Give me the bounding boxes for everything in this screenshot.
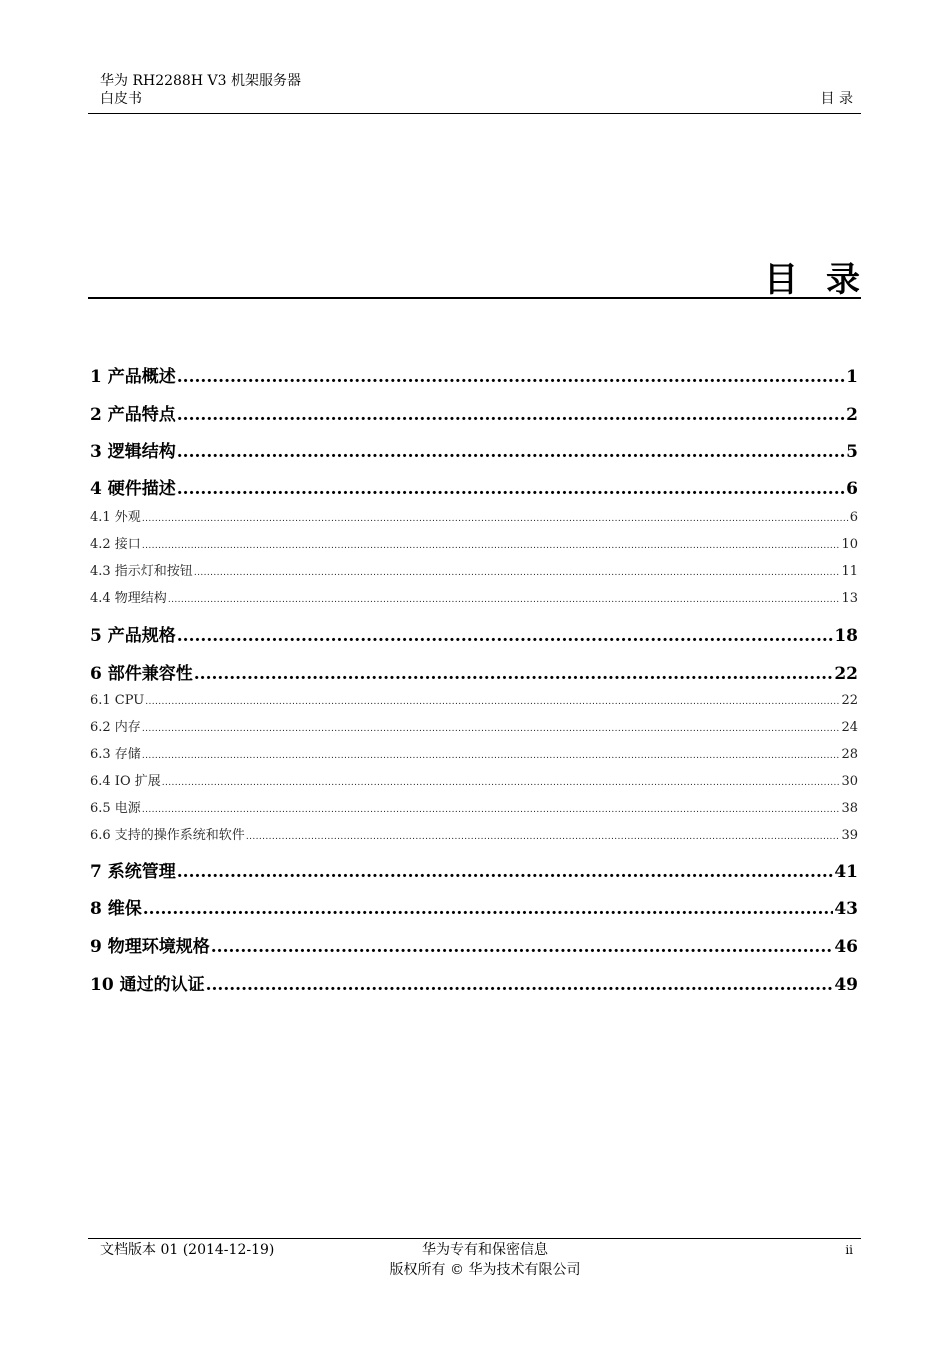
toc-entry-label: 3 逻辑结构 [90, 442, 176, 462]
toc-leader-dots [177, 441, 845, 463]
toc-entry-label: 6.2 内存 [90, 720, 141, 735]
toc-leader-dots [211, 936, 834, 958]
toc-entry-page: 1 [846, 367, 858, 387]
toc-entry[interactable] [90, 625, 858, 647]
toc-leader-dots [142, 721, 841, 738]
toc-entry[interactable] [90, 719, 858, 738]
toc-entry[interactable] [90, 773, 858, 792]
toc-entry-label: 1 产品概述 [90, 367, 176, 387]
toc-entry-label: 6.6 支持的操作系统和软件 [90, 828, 245, 843]
toc-leader-dots [177, 861, 834, 883]
toc-entry-page: 30 [841, 774, 858, 789]
toc-entry-page: 6 [846, 479, 858, 499]
toc-entry-label: 4 硬件描述 [90, 479, 176, 499]
toc-leader-dots [194, 663, 834, 685]
toc-entry[interactable] [90, 366, 858, 388]
toc-entry-page: 41 [834, 862, 858, 882]
toc-entry[interactable] [90, 478, 858, 500]
page-header [100, 72, 861, 108]
toc-entry-page: 2 [846, 405, 858, 425]
toc-entry[interactable] [90, 861, 858, 883]
toc-leader-dots [194, 565, 841, 582]
toc-entry[interactable] [90, 746, 858, 765]
toc-entry[interactable] [90, 404, 858, 426]
toc-entry-label: 8 维保 [90, 899, 142, 919]
toc-entry-page: 28 [841, 747, 858, 762]
toc-entry-label: 2 产品特点 [90, 405, 176, 425]
toc-entry-page: 18 [834, 626, 858, 646]
toc-entry[interactable] [90, 563, 858, 582]
toc-entry-label: 7 系统管理 [90, 862, 176, 882]
toc-entry-label: 6.5 电源 [90, 801, 141, 816]
header-rule [88, 113, 861, 114]
toc-entry-page: 38 [841, 801, 858, 816]
toc-entry[interactable] [90, 800, 858, 819]
header-section: 目 录 [820, 91, 853, 107]
toc-entry[interactable] [90, 663, 858, 685]
footer-copyright: 版权所有 © 华为技术有限公司 [389, 1262, 581, 1278]
footer-page-number: ii [845, 1243, 853, 1257]
toc-entry-label: 4.2 接口 [90, 537, 141, 552]
toc-entry-page: 49 [834, 975, 858, 995]
toc-leader-dots [162, 775, 841, 792]
toc-entry[interactable] [90, 974, 858, 996]
toc-entry-page: 46 [834, 937, 858, 957]
toc-leader-dots [177, 478, 845, 500]
toc-entry[interactable] [90, 536, 858, 555]
toc-leader-dots [142, 802, 841, 819]
toc-entry-label: 4.4 物理结构 [90, 591, 167, 606]
toc-leader-dots [206, 974, 834, 996]
toc-entry-label: 10 通过的认证 [90, 975, 205, 995]
toc-entry-label: 4.3 指示灯和按钮 [90, 564, 193, 579]
toc-title: 目录 [764, 260, 888, 300]
header-product-title: 华为 RH2288H V3 机架服务器 [100, 73, 301, 89]
toc-entry-page: 22 [841, 693, 858, 708]
toc-entry-page: 39 [841, 828, 858, 843]
toc-entry-page: 13 [841, 591, 858, 606]
footer-confidential: 华为专有和保密信息 [422, 1242, 548, 1258]
toc-entry-page: 10 [841, 537, 858, 552]
toc-entry-label: 6.4 IO 扩展 [90, 774, 161, 789]
toc-entry[interactable] [90, 898, 858, 920]
toc-leader-dots [168, 592, 841, 609]
toc-leader-dots [246, 829, 841, 846]
toc-leader-dots [177, 404, 845, 426]
toc-entry-label: 6.1 CPU [90, 693, 145, 708]
toc-entry[interactable] [90, 441, 858, 463]
toc-leader-dots [143, 898, 834, 920]
toc-leader-dots [142, 511, 849, 528]
title-rule [88, 297, 861, 299]
toc-entry-label: 6.3 存储 [90, 747, 141, 762]
header-doc-type: 白皮书 [100, 91, 142, 107]
toc-entry[interactable] [90, 936, 858, 958]
toc-entry-label: 9 物理环境规格 [90, 937, 210, 957]
toc-entry[interactable] [90, 590, 858, 609]
footer-version: 文档版本 01 (2014-12-19) [100, 1242, 275, 1258]
toc-leader-dots [142, 748, 841, 765]
toc-leader-dots [145, 694, 840, 711]
toc-leader-dots [177, 366, 845, 388]
toc-entry-page: 6 [849, 510, 858, 525]
toc-leader-dots [142, 538, 841, 555]
toc-leader-dots [177, 625, 834, 647]
toc-entry-page: 5 [846, 442, 858, 462]
toc-entry-page: 22 [834, 664, 858, 684]
toc-entry-page: 11 [841, 564, 858, 579]
toc-entry-label: 6 部件兼容性 [90, 664, 193, 684]
toc-entry-page: 43 [834, 899, 858, 919]
toc-entry-label: 5 产品规格 [90, 626, 176, 646]
toc-entry[interactable] [90, 509, 858, 528]
toc-entry[interactable] [90, 827, 858, 846]
toc-entry[interactable] [90, 692, 858, 711]
footer-rule [88, 1238, 861, 1239]
toc-entry-page: 24 [841, 720, 858, 735]
toc-entry-label: 4.1 外观 [90, 510, 141, 525]
